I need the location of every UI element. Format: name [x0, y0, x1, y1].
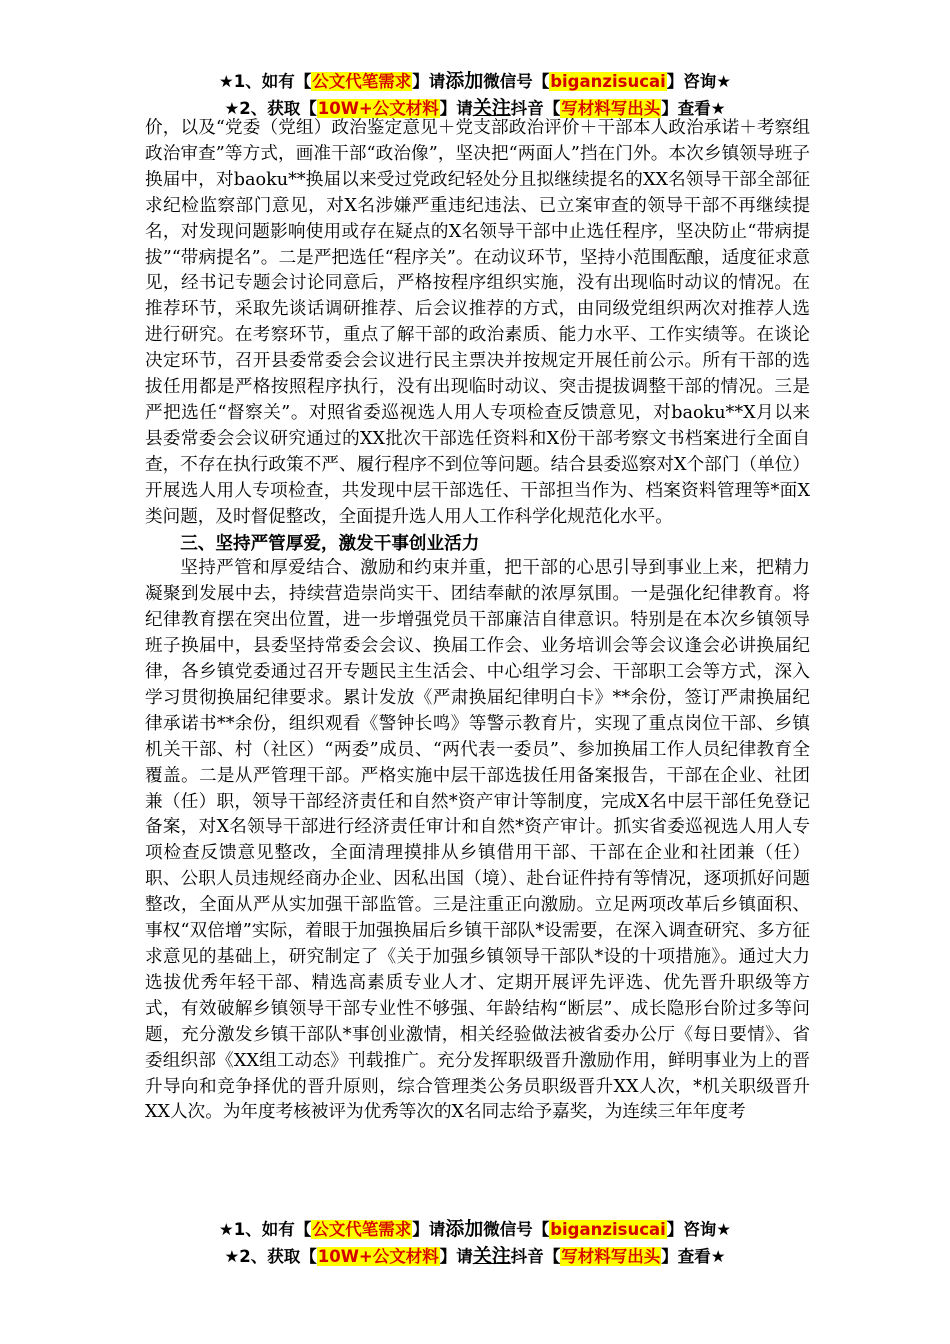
promo-text: ★1、如有【: [218, 1220, 312, 1239]
promo-text: 】请: [439, 99, 473, 118]
promo-line-1: [0, 1216, 950, 1243]
promo-text: ★2、获取【: [224, 1247, 317, 1266]
promo-text: 】查看★: [661, 1247, 726, 1266]
promo-text: 微信号【: [483, 1220, 550, 1239]
promo-banner-top: [0, 68, 950, 122]
promo-text: ★1、如有【: [218, 72, 312, 91]
promo-highlight: 10W+公文材料: [317, 99, 439, 118]
promo-emphasis: 关注: [472, 1245, 511, 1267]
promo-highlight: 公文代笔需求: [312, 72, 412, 91]
promo-highlight: 公文代笔需求: [312, 1220, 412, 1239]
promo-douyin-id: 写材料写出头: [561, 1247, 661, 1266]
promo-text: 抖音【: [510, 1247, 561, 1266]
promo-douyin-id: 写材料写出头: [561, 99, 661, 118]
promo-text: 抖音【: [510, 99, 561, 118]
section-heading: 三、坚持严管厚爱，激发干事创业活力: [180, 532, 480, 554]
promo-emphasis: 关注: [472, 97, 511, 119]
promo-banner-bottom: [0, 1216, 950, 1270]
promo-text: 】请: [412, 72, 446, 91]
body-paragraph: 坚持严管和厚爱结合、激励和约束并重，把干部的心思引导到事业上来，把精力凝聚到发展中去，持续营造崇尚实干、团结奉献的浓厚氛围。一是强化纪律教育。将纪律教育摆在突出位置，进一步增强党员干部廉洁自律意识。特别是在本次乡镇领导班子换届中，县委坚持常委会会议、换届工作会、业务培训会等会议逢会必讲换届纪律，各乡镇党委通过召开专题民主生活会、中心组学习会、干部职工会等方式，深入学习贯彻换届纪律要求。累计发放《严肃换届纪律明白卡》**余份，签订严肃换届纪律承诺书**余份，组织观看《警钟长鸣》等警示教育片，实现了重点岗位干部、乡镇机关干部、村（社区）“两委”成员、“两代表一委员”、参加换届工作人员纪律教育全覆盖。二是从严管理干部。严格实施中层干部选拔任用备案报告，干部在企业、社团兼（任）职，领导干部经济责任和自然*资产审计等制度，完成X名中层干部任免登记备案，对X名领导干部进行经济责任审计和自然*资产审计。抓实省委巡视选人用人专项检查反馈意见整改，全面清理摸排从乡镇借用干部、干部在企业和社团兼（任）职、公职人员违规经商办企业、因私出国（境）、赴台证件持有等情况，逐项抓好问题整改，全面从严从实加强干部监管。三是注重正向激励。立足两项改革后乡镇面积、事权“双倍增”实际，着眼于加强换届后乡镇干部队*设需要，在深入调查研究、多方征求意见的基础上，研究制定了《关于加强乡镇领导干部队*设的十项措施》。通过大力选拔优秀年轻干部、精选高素质专业人才、定期开展评先评选、优先晋升职级等方式，有效破解乡镇领导干部专业性不够强、年龄结构“断层”、成长隐形台阶过多等问题，充分激发乡镇干部队*事创业激情，相关经验做法被省委办公厅《每日要情》、省委组织部《XX组工动态》刊载推广。充分发挥职级晋升激励作用，鲜明事业为上的晋升导向和竞争择优的晋升原则，综合管理类公务员职级晋升XX人次，*机关职级晋升XX人次。为年度考核被评为优秀等次的X名同志给予嘉奖，为连续三年年度考: [145, 558, 810, 1123]
document-body: [145, 116, 810, 1126]
promo-emphasis: 添加: [445, 70, 484, 92]
promo-text: 微信号【: [483, 72, 550, 91]
promo-wechat-id: biganzisucai: [550, 72, 666, 91]
promo-text: 】请: [439, 1247, 473, 1266]
promo-line-2: [0, 1243, 950, 1270]
promo-text: 】咨询★: [666, 72, 732, 91]
promo-highlight: 10W+公文材料: [317, 1247, 439, 1266]
promo-line-1: [0, 68, 950, 95]
promo-text: 】咨询★: [666, 1220, 732, 1239]
promo-text: ★2、获取【: [224, 99, 317, 118]
promo-emphasis: 添加: [445, 1218, 484, 1240]
promo-text: 】请: [412, 1220, 446, 1239]
promo-text: 】查看★: [661, 99, 726, 118]
promo-wechat-id: biganzisucai: [550, 1220, 666, 1239]
body-paragraph: 价，以及“党委（党组）政治鉴定意见＋党支部政治评价＋干部本人政治承诺＋考察组政治审查”等方式，画准干部“政治像”，坚决把“两面人”挡在门外。本次乡镇领导班子换届中，对baoku**换届以来受过党政纪轻处分且拟继续提名的XX名领导干部全部征求纪检监察部门意见，对X名涉嫌严重违纪违法、已立案审查的领导干部不再继续提名，对发现问题影响使用或存在疑点的X名领导干部中止选任程序，坚决防止“带病提拔”“带病提名”。二是严把选任“程序关”。在动议环节，坚持小范围酝酿，适度征求意见，经书记专题会讨论同意后，严格按程序组织实施，没有出现临时动议的情况。在推荐环节，采取先谈话调研推荐、后会议推荐的方式，由同级党组织两次对推荐人选进行研究。在考察环节，重点了解干部的政治素质、能力水平、工作实绩等。在谈论决定环节，召开县委常委会会议进行民主票决并按规定开展任前公示。所有干部的选拔任用都是严格按照程序执行，没有出现临时动议、突击提拔调整干部的情况。三是严把选任“督察关”。对照省委巡视选人用人专项检查反馈意见，对baoku**X月以来县委常委会会议研究通过的XX批次干部选任资料和X份干部考察文书档案进行全面自查，不存在执行政策不严、履行程序不到位等问题。结合县委巡察对X个部门（单位）开展选人用人专项检查，共发现中层干部选任、干部担当作为、档案资料管理等*面X类问题，及时督促整改，全面提升选人用人工作科学化规范化水平。: [145, 118, 810, 527]
